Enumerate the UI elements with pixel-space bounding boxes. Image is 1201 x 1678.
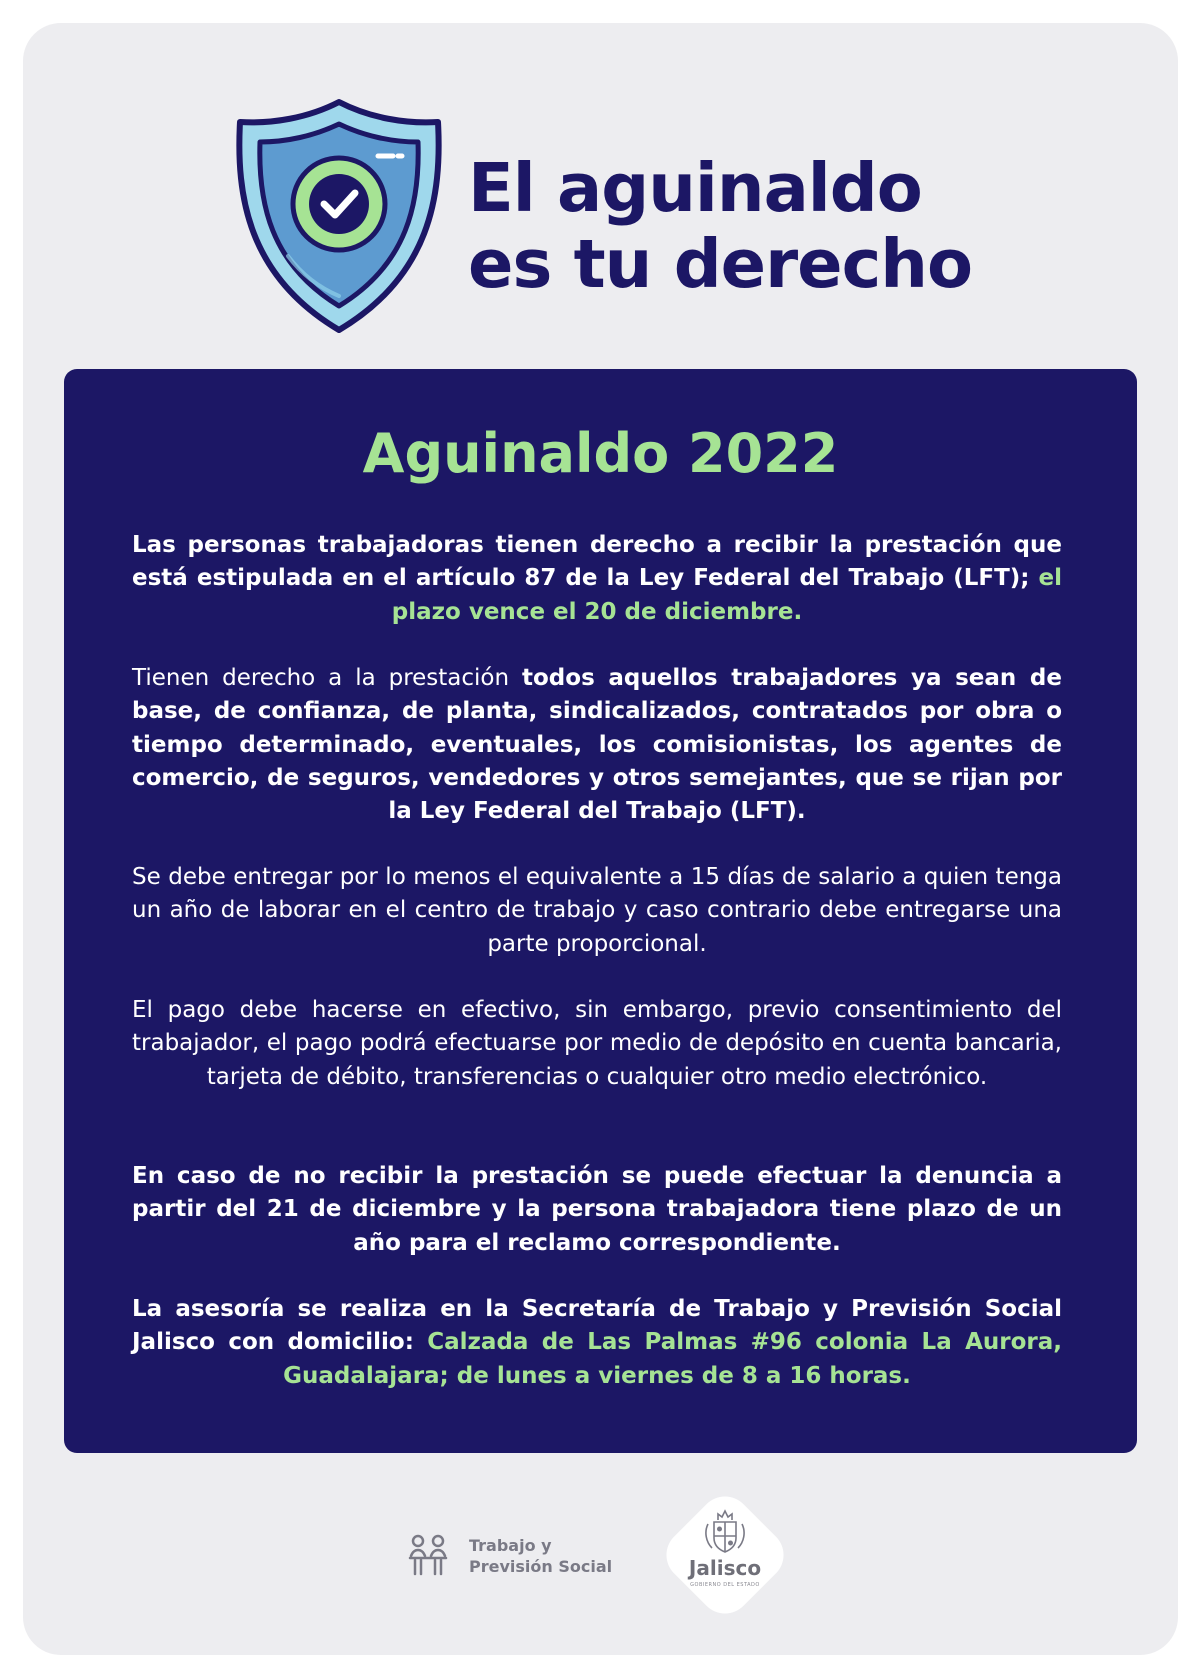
paragraph-5-text: En caso de no recibir la prestación se puede efectuar la denuncia a partir del 21 de diciembre y la persona trabajadora tiene plazo de un año para el reclamo correspondiente. xyxy=(132,1163,1062,1256)
paragraph-4: El pago debe hacerse en efectivo, sin embargo, previo consentimiento del trabajador, el pago podrá efectuarse por medio de depósito en cuenta bancaria, tarjeta de débito, transferencias o cualquier otro medio electrónico. xyxy=(132,997,1062,1090)
stps-logo-text xyxy=(469,1535,629,1577)
paragraph-6-address: Calzada de Las Palmas #96 colonia La Aurora, Guadalajara; de lunes a viernes de 8 a 16 horas. xyxy=(283,1329,1062,1389)
stps-line-2: Previsión Social xyxy=(469,1557,613,1576)
page-title xyxy=(468,150,1028,302)
paragraph-2-bold: todos aquellos trabajadores ya sean de base, de confianza, de planta, sindicalizados, contratados por obra o tiempo determinado, eventuales, los comisionistas, los agentes de comercio, de seguros, vendedores y otros semejantes, que se rijan por la Ley Federal del Trabajo (LFT). xyxy=(132,665,1062,825)
info-panel xyxy=(64,369,1137,1453)
jalisco-wordmark: Jalisco xyxy=(688,1556,762,1580)
paragraph-5 xyxy=(132,1160,1062,1260)
jalisco-subtitle: GOBIERNO DEL ESTADO xyxy=(690,1582,760,1588)
paragraph-2 xyxy=(132,662,1062,828)
title-line-2: es tu derecho xyxy=(468,225,973,303)
jalisco-logo xyxy=(656,1486,794,1624)
people-icon xyxy=(408,1534,448,1576)
paragraph-6-text: La asesoría se realiza en la Secretaría de Trabajo y Previsión Social Jalisco con domicilio: xyxy=(132,1296,1062,1356)
state-seal-icon xyxy=(702,1506,748,1556)
paragraph-3: Se debe entregar por lo menos el equivalente a 15 días de salario a quien tenga un año de laborar en el centro de trabajo y caso contrario debe entregarse una parte proporcional. xyxy=(132,864,1062,957)
shield-check-icon xyxy=(228,96,450,336)
paragraph-1 xyxy=(132,529,1062,629)
paragraph-1-text: Las personas trabajadoras tienen derecho a recibir la prestación que está estipulada en el artículo 87 de la Ley Federal del Trabajo (LFT); xyxy=(132,532,1062,592)
panel-title: Aguinaldo 2022 xyxy=(362,422,839,485)
paragraph-1-highlight: el plazo vence el 20 de diciembre. xyxy=(391,565,1062,625)
paragraph-2-text: Tienen derecho a la prestación xyxy=(132,665,523,691)
paragraph-6 xyxy=(132,1293,1062,1393)
stps-line-1: Trabajo y xyxy=(469,1536,552,1555)
title-line-1: El aguinaldo xyxy=(468,149,922,227)
